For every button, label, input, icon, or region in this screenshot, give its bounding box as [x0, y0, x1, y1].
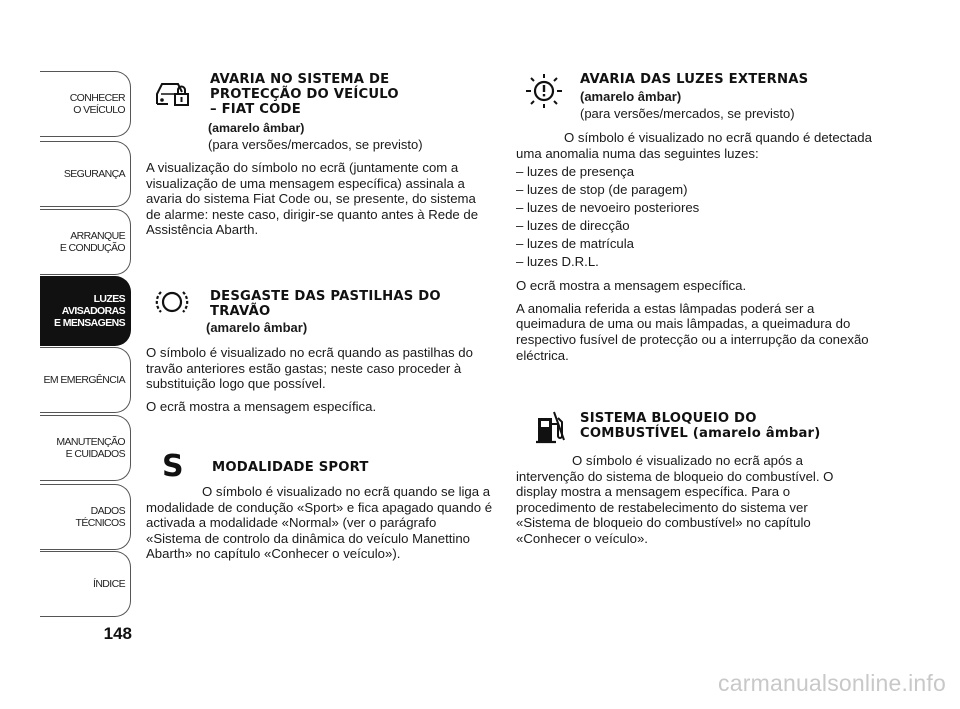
tab-manutencao-cuidados[interactable]: MANUTENÇÃO E CUIDADOS	[40, 415, 131, 481]
list-item: – luzes de presença	[516, 164, 635, 180]
brake-pads-body: O símbolo é visualizado no ecrã quando as pastilhas do travão anteriores estão gastas; neste caso proceder à substituição logo que possível. O ecrã mostra a mensagem específica.	[146, 345, 473, 414]
external-lights-color: (amarelo âmbar)	[580, 89, 682, 104]
fiat-code-title: AVARIA NO SISTEMA DE PROTECÇÃO DO VEÍCULO – FIAT CODE	[210, 72, 399, 117]
sport-title: MODALIDADE SPORT	[212, 460, 369, 475]
page-number: 148	[103, 624, 132, 643]
brake-pads-title: DESGASTE DAS PASTILHAS DO TRAVÃO	[210, 289, 441, 319]
tab-conhecer-veiculo[interactable]: CONHECER O VEÍCULO	[40, 71, 131, 137]
fuel-block-body: O símbolo é visualizado no ecrã após a intervenção do sistema de bloqueio do combustível. O display mostra a mensagem específica. Para o procedimento de restabelecimento do sistema ver «Sistema de bloqueio do combustível» no capítulo «Conhecer o veículo».	[516, 453, 834, 546]
list-item: – luzes de matrícula	[516, 236, 635, 252]
list-item: – luzes de stop (de paragem)	[516, 182, 688, 198]
external-lights-body: O símbolo é visualizado no ecrã quando é detectada uma anomalia numa das seguintes luzes: – luzes de presença – luzes de stop (de paragem) – luzes de nevoeiro posteriores – luzes de direcção – luzes de matrícula – luzes D.R.L. O ecrã mostra a mensagem específica. A anomalia referida a estas lâmpadas poderá ser a queimadura de uma ou mais lâmpadas, a queimadura do respectivo fusível de protecção ou a interrupção da conexão eléctrica.	[516, 130, 874, 370]
sport-body: O símbolo é visualizado no ecrã quando se liga a modalidade de condução «Sport» e fica apagado quando é activada a modalidade «Normal» (ver o parágrafo «Sistema de controlo da dinâmica do veículo Manettino Abarth» no capítulo «Conhecer o veículo»).	[146, 484, 493, 562]
car-lock-icon	[154, 78, 194, 108]
tab-dados-tecnicos[interactable]: DADOS TÉCNICOS	[40, 484, 131, 550]
external-light-fault-icon	[522, 72, 566, 110]
tab-em-emergencia[interactable]: EM EMERGÊNCIA	[40, 347, 131, 413]
list-item: – luzes D.R.L.	[516, 254, 599, 270]
tab-indice[interactable]: ÍNDICE	[40, 551, 131, 617]
list-item: – luzes de nevoeiro posteriores	[516, 200, 700, 216]
fiat-code-color: (amarelo âmbar)	[208, 121, 305, 135]
external-lights-versions: (para versões/mercados, se previsto)	[580, 106, 795, 121]
brake-pads-color: (amarelo âmbar)	[206, 320, 308, 335]
external-lights-title: AVARIA DAS LUZES EXTERNAS	[580, 72, 809, 87]
tab-seguranca[interactable]: SEGURANÇA	[40, 141, 131, 207]
fuel-block-title: SISTEMA BLOQUEIO DO COMBUSTÍVEL (amarelo âmbar)	[580, 411, 821, 441]
tab-arranque-conducao[interactable]: ARRANQUE E CONDUÇÃO	[40, 209, 131, 275]
sport-mode-icon: S	[162, 449, 184, 484]
chapter-sidebar	[0, 0, 134, 709]
fiat-code-versions: (para versões/mercados, se previsto)	[208, 137, 423, 152]
fuel-cutoff-icon	[534, 410, 566, 444]
external-lights-list	[516, 163, 874, 271]
watermark: carmanualsonline.info	[718, 670, 946, 696]
fiat-code-body: A visualização do símbolo no ecrã (juntamente com a visualização de uma mensagem específica) assinala a avaria do sistema Fiat Code ou, se presente, do sistema de alarme: neste caso, dirigir-se quanto antes à Rede de Assistência Abarth.	[146, 160, 479, 238]
brake-pad-wear-icon	[154, 288, 190, 316]
list-item: – luzes de direcção	[516, 218, 630, 234]
tab-luzes-avisadoras[interactable]: LUZES AVISADORAS E MENSAGENS	[40, 276, 131, 346]
